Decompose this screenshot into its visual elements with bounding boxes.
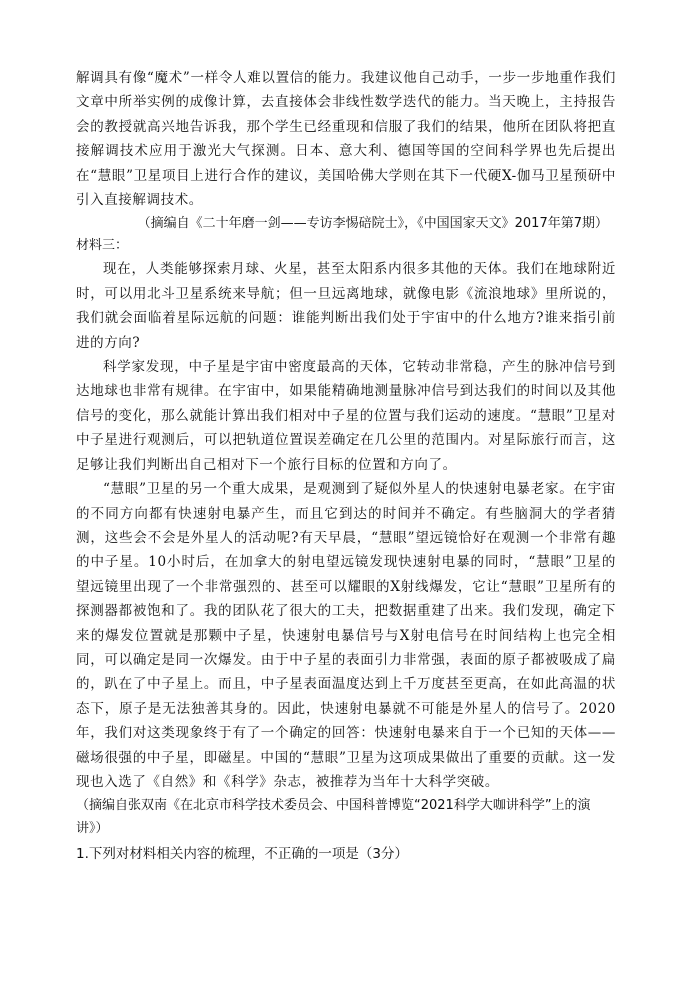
material-two-tail-paragraph: 解调具有像“魔术”一样令人难以置信的能力。我建议他自己动手，一步一步地重作我们文章中所举实例的成像计算，去直接体会非线性数学迭代的能力。当天晚上，主持报告会的教授就高兴地告诉我，那个学生已经重现和信服了我们的结果，他所在团队将把直接解调技术应用于激光大气探测。日本、意大利、德国等国的空间科学界也先后提出在“慧眼”卫星项目上进行合作的建议，美国哈佛大学则在其下一代硬X-伽马卫星预研中引入直接解调技术。 bbox=[76, 70, 616, 209]
material-two-source: （摘编自《二十年磨一剑——专访李惕碚院士》，《中国国家天文》2017年第7期） bbox=[137, 216, 608, 232]
material-three-paragraph-2: 科学家发现，中子星是宇宙中密度最高的天体，它转动非常稳，产生的脉冲信号到达地球也非常有规律。在宇宙中，如果能精确地测量脉冲信号到达我们的时间以及其他信号的变化，那么就能计算出我们相对中子星的位置与我们运动的速度。“慧眼”卫星对中子星进行观测后，可以把轨道位置误差确定在几公里的范围内。对星际旅行而言，这足够让我们判断出自己相对下一个旅行目标的位置和方向了。 bbox=[76, 359, 616, 473]
question-one: 1.下列对材料相关内容的梳理，不正确的一项是（3分） bbox=[76, 846, 408, 863]
material-three-source: （摘编自张双南《在北京市科学技术委员会、中国科普博览“2021科学大咖讲科学”上的演讲》） bbox=[76, 798, 591, 837]
material-three-paragraph-3: “慧眼”卫星的另一个重大成果，是观测到了疑似外星人的快速射电暴老家。在宇宙的不同方向都有快速射电暴产生，而且它到达的时间并不确定。有些脑洞大的学者猜测，这些会不会是外星人的活动呢?有天早晨，“慧眼”望远镜恰好在观测一个非常有趣的中子星。10小时后，在加拿大的射电望远镜发现快速射电暴的同时，“慧眼”卫星的望远镜里出现了一个非常强烈的、甚至可以耀眼的X射线爆发，它让“慧眼”卫星所有的探测器都被饱和了。我的团队花了很大的工夫，把数据重建了出来。我们发现，确定下来的爆发位置就是那颗中子星，快速射电暴信号与X射电信号在时间结构上也完全相同，可以确定是同一次爆发。由于中子星的表面引力非常强，表面的原子都被吸成了扁的，趴在了中子星上。而且，中子星表面温度达到上千万度甚至更高，在如此高温的状态下，原子是无法独善其身的。因此，快速射电暴就不可能是外星人的信号了。2020年，我们对这类现象终于有了一个确定的回答：快速射电暴来自于一个已知的天体——磁场很强的中子星，即磁星。中国的“慧眼”卫星为这项成果做出了重要的贡献。这一发现也入选了《自然》和《科学》杂志，被推荐为当年十大科学突破。 bbox=[76, 481, 616, 790]
material-three-paragraph-1: 现在，人类能够探索月球、火星，甚至太阳系内很多其他的天体。我们在地球附近时，可以用北斗卫星系统来导航；但一旦远离地球，就像电影《流浪地球》里所说的，我们就会面临着星际远航的问题：谁能判断出我们处于宇宙中的什么地方?谁来指引前进的方向? bbox=[76, 261, 616, 351]
document-page bbox=[76, 66, 616, 866]
material-three-heading: 材料三： bbox=[76, 238, 129, 254]
